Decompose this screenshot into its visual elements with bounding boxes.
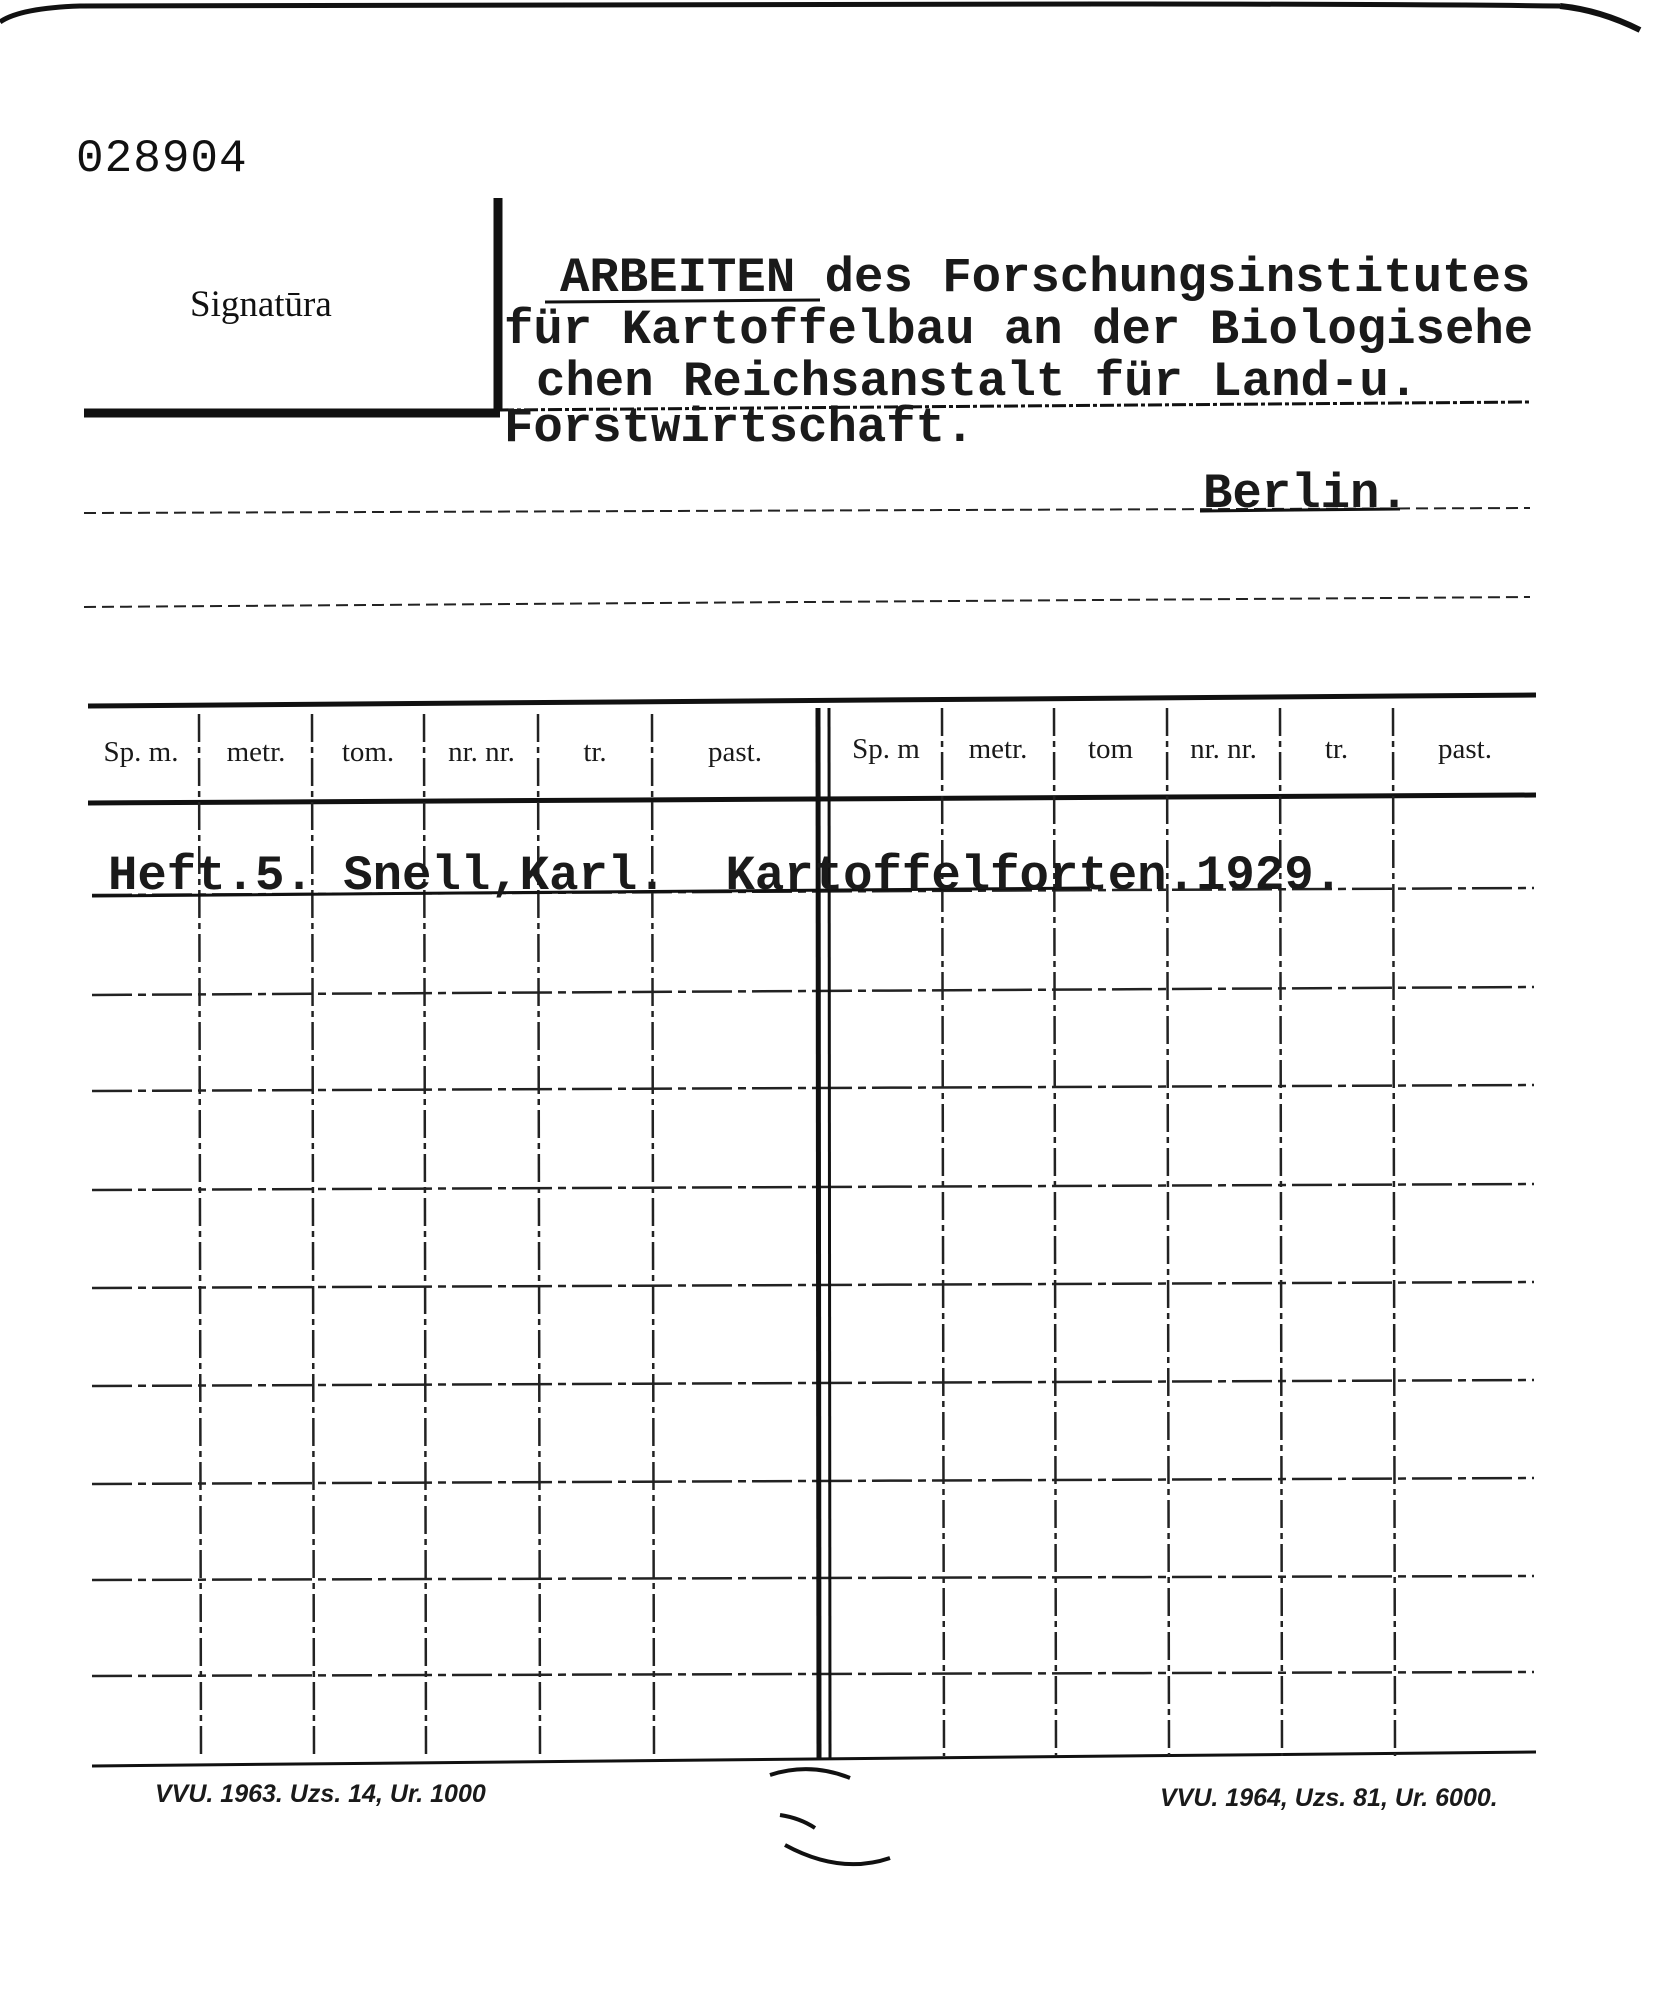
signature-label: Signatūra bbox=[190, 284, 332, 325]
place-of-publication: Berlin. bbox=[1203, 466, 1409, 522]
header-right-tom: tom bbox=[1087, 733, 1134, 765]
header-right-past: past. bbox=[1438, 733, 1492, 765]
footer-stamp-left: VVU. 1963. Uzs. 14, Ur. 1000 bbox=[155, 1780, 486, 1808]
title-line-4: Forstwirtschaft. bbox=[504, 400, 975, 456]
title-line-1: ARBEITEN des Forschungsinstitutes bbox=[560, 250, 1531, 306]
footer-stamp-right: VVU. 1964, Uzs. 81, Ur. 6000. bbox=[1160, 1784, 1498, 1812]
holding-entry: Heft.5. Snell,Karl. Kartoffelforten.1929. bbox=[108, 848, 1344, 904]
header-left-sp-m: Sp. m. bbox=[103, 736, 179, 768]
header-left-tom: tom. bbox=[341, 736, 395, 768]
title-line-3: chen Reichsanstalt für Land-u. bbox=[536, 354, 1419, 410]
header-right-sp-m: Sp. m bbox=[852, 733, 920, 765]
header-left-metr: metr. bbox=[226, 736, 286, 768]
header-right-tr: tr. bbox=[1324, 733, 1349, 765]
header-right-metr: metr. bbox=[968, 733, 1028, 765]
header-left-tr: tr. bbox=[583, 736, 607, 768]
header-left-nr-nr: nr. nr. bbox=[448, 736, 515, 768]
card-number: 028904 bbox=[76, 133, 248, 185]
title-line-2: für Kartoffelbau an der Biologisehe bbox=[504, 302, 1534, 358]
header-left-past: past. bbox=[708, 736, 762, 768]
header-right-nr-nr: nr. nr. bbox=[1190, 733, 1257, 765]
